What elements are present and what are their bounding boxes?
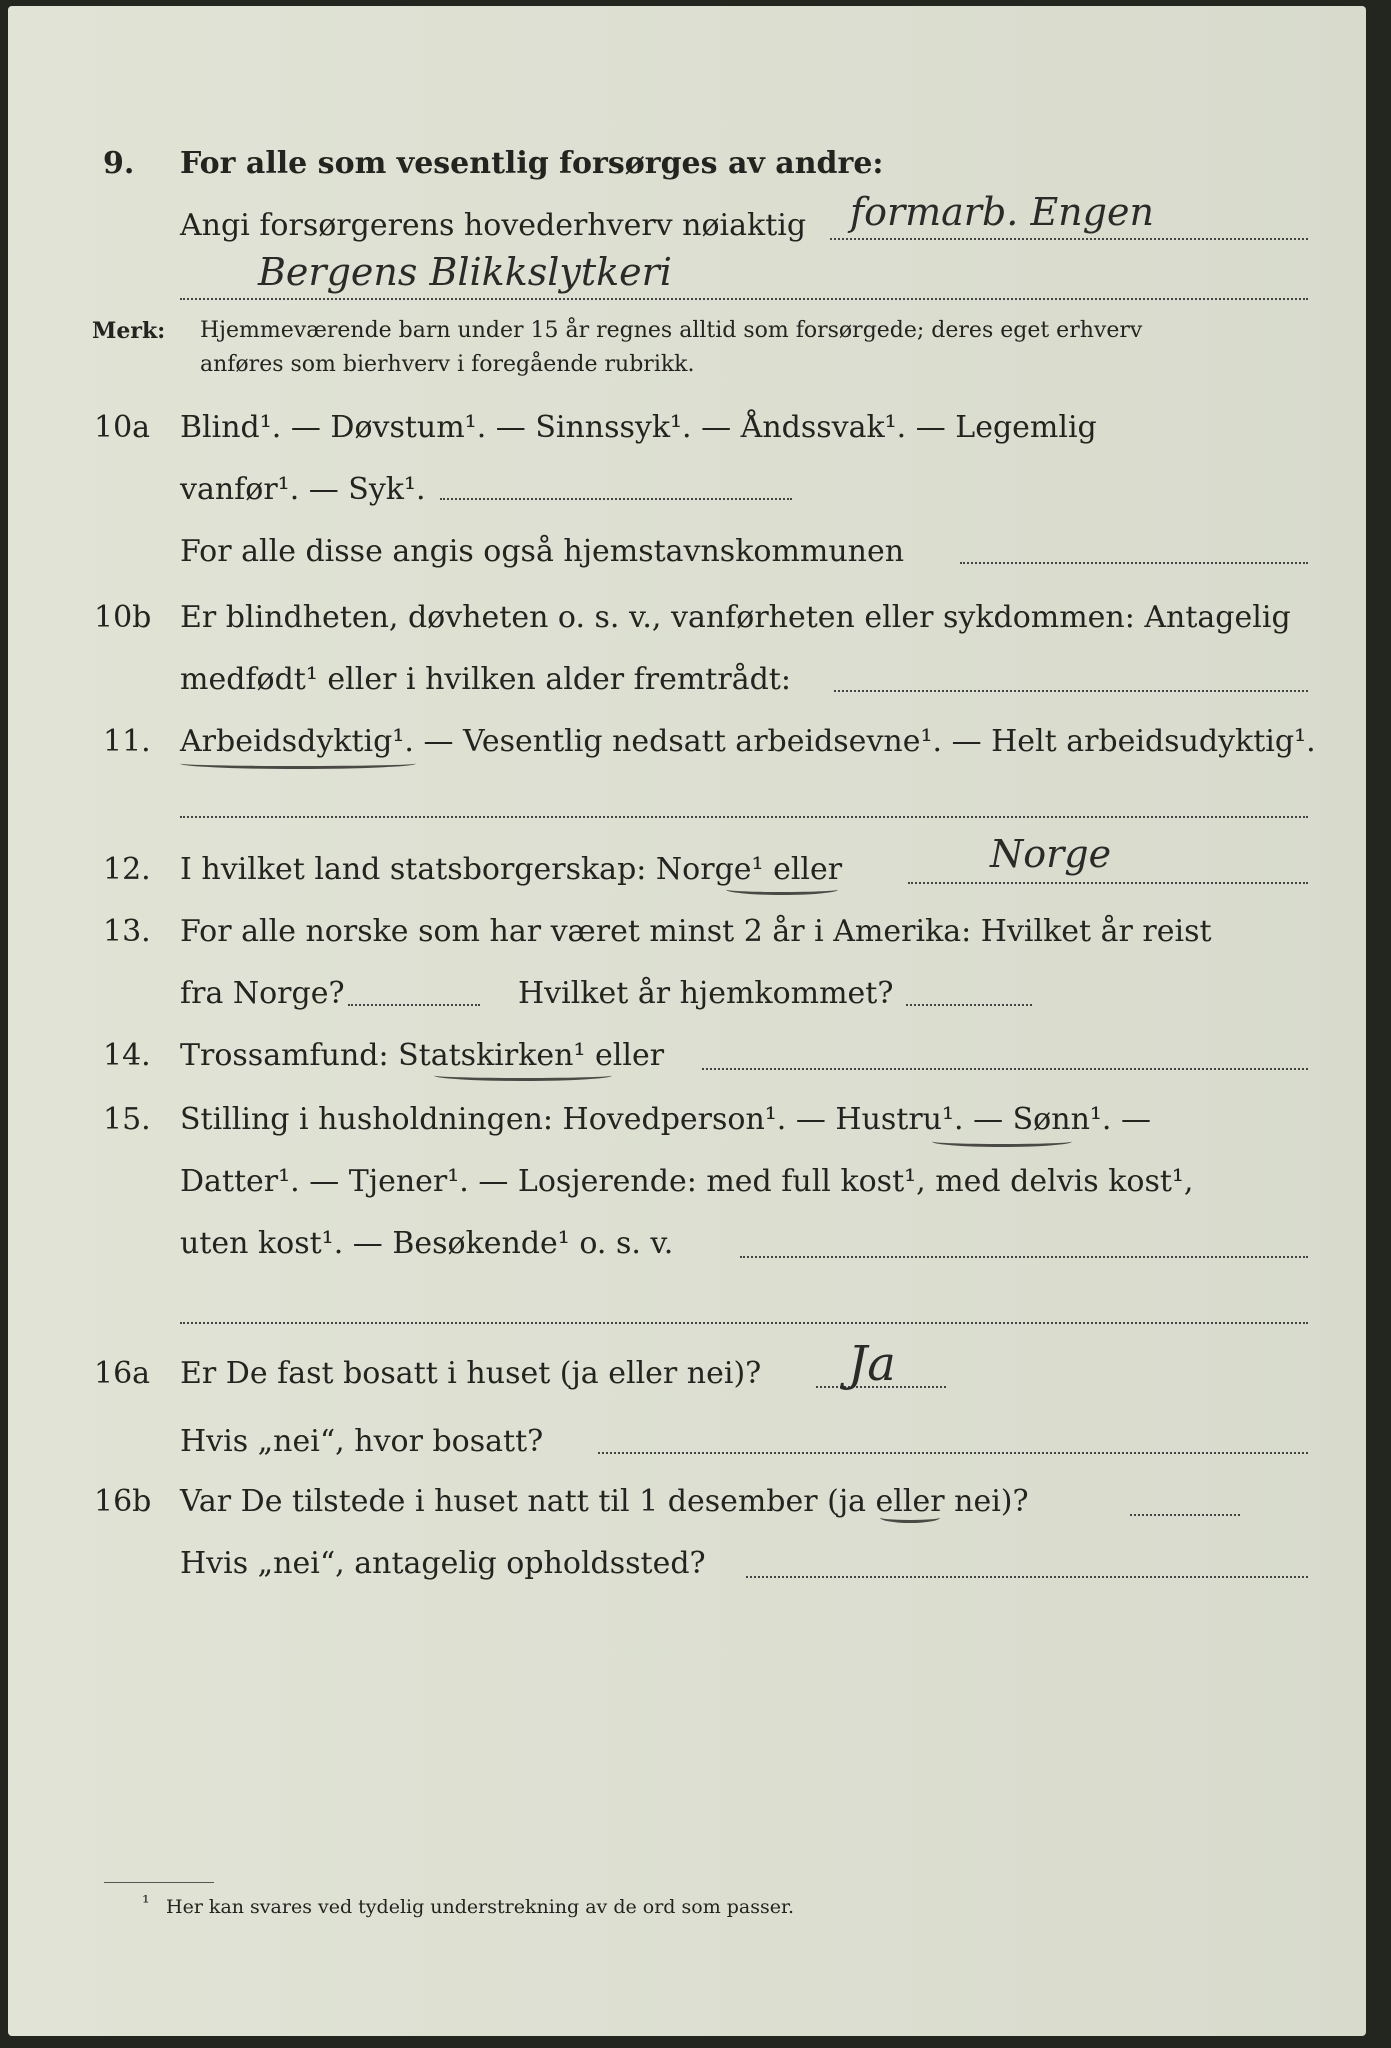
q13-hjemkommet-line (906, 1004, 1032, 1006)
q16a-line1: Er De fast bosatt i huset (ja eller nei)? (180, 1356, 762, 1391)
q9-answer-line2 (180, 298, 1308, 300)
q10b-line2: medfødt¹ eller i hvilken alder fremtrådt: (180, 662, 791, 697)
q10a-hjemstavn-line (960, 562, 1308, 564)
q16b-opholdssted-line (746, 1576, 1308, 1578)
footnote-text: Her kan svares ved tydelig understrekning av de ord som passer. (166, 1896, 795, 1918)
merk-line2: anføres som bierhverv i foregående rubrikk. (200, 352, 695, 377)
q16b-answer-line (1130, 1514, 1240, 1516)
q15-handwritten-underline (932, 1136, 1072, 1147)
q16a-bosatt-line (598, 1452, 1308, 1454)
q10a-line3: For alle disse angis også hjemstavnskommunen (180, 534, 905, 569)
q15-answer-line1 (740, 1256, 1308, 1258)
q10b-number: 10b (94, 600, 152, 635)
q12-number: 12. (103, 852, 151, 887)
q15-answer-line2 (180, 1322, 1308, 1324)
q10a-line2: vanfør¹. — Syk¹. (180, 472, 426, 507)
q9-line2: Angi forsørgerens hovederhverv nøiaktig (180, 208, 807, 243)
q14-line1: Trossamfund: Statskirken¹ eller (180, 1038, 665, 1073)
q13-line2b: Hvilket år hjemkommet? (518, 976, 894, 1011)
q9-answer-line1 (830, 238, 1308, 240)
q12-handwritten-underline (726, 884, 838, 895)
q16a-handwritten-answer: Ja (848, 1336, 896, 1392)
q10a-line1: Blind¹. — Døvstum¹. — Sinnssyk¹. — Åndssvak¹. — Legemlig (180, 410, 1097, 445)
q16b-line2: Hvis „nei“, antagelig opholdssted? (180, 1546, 706, 1581)
q13-line2a: fra Norge? (180, 976, 345, 1011)
q10b-answer-line (834, 690, 1308, 692)
q10b-line1: Er blindheten, døvheten o. s. v., vanførheten eller sykdommen: Antagelig (180, 600, 1291, 635)
merk-label: Merk: (92, 318, 166, 344)
merk-line1: Hjemmeværende barn under 15 år regnes alltid som forsørgede; deres eget erhverv (200, 318, 1143, 343)
q11-handwritten-underline (180, 758, 416, 769)
q11-answer-line (180, 816, 1308, 818)
q14-handwritten-underline (434, 1070, 612, 1081)
q16a-number: 16a (94, 1356, 151, 1391)
q15-number: 15. (103, 1102, 151, 1137)
q16a-line2: Hvis „nei“, hvor bosatt? (180, 1424, 544, 1459)
q16b-line1: Var De tilstede i huset natt til 1 desember (ja eller nei)? (180, 1484, 1029, 1519)
q13-line1: For alle norske som har været minst 2 år i Amerika: Hvilket år reist (180, 914, 1212, 949)
footnote-rule (104, 1882, 214, 1883)
q9-handwritten-answer2: Bergens Blikkslytkeri (258, 250, 672, 294)
q16b-handwritten-underline (880, 1512, 940, 1523)
q15-line3: uten kost¹. — Besøkende¹ o. s. v. (180, 1226, 674, 1261)
q11-line1: Arbeidsdyktig¹. — Vesentlig nedsatt arbeidsevne¹. — Helt arbeidsudyktig¹. (180, 724, 1316, 759)
q15-line1: Stilling i husholdningen: Hovedperson¹. — Hustru¹. — Sønn¹. — (180, 1102, 1151, 1137)
q13-number: 13. (103, 914, 151, 949)
footnote-mark: ¹ (142, 1892, 150, 1914)
q13-reist-line (348, 1004, 480, 1006)
census-form-page (8, 6, 1366, 2036)
q16b-number: 16b (94, 1484, 152, 1519)
q10a-syk-line (440, 498, 792, 500)
q12-line1: I hvilket land statsborgerskap: Norge¹ eller (180, 852, 843, 887)
q12-handwritten-answer: Norge (990, 832, 1112, 876)
q14-number: 14. (103, 1038, 151, 1073)
q9-line1: For alle som vesentlig forsørges av andre: (180, 146, 884, 181)
q15-line2: Datter¹. — Tjener¹. — Losjerende: med full kost¹, med delvis kost¹, (180, 1164, 1194, 1199)
q9-handwritten-answer1: formarb. Engen (850, 190, 1154, 234)
q10a-number: 10a (94, 410, 151, 445)
q11-number: 11. (103, 724, 151, 759)
q12-answer-line (908, 882, 1308, 884)
q9-number: 9. (103, 146, 135, 181)
q14-answer-line (702, 1068, 1308, 1070)
